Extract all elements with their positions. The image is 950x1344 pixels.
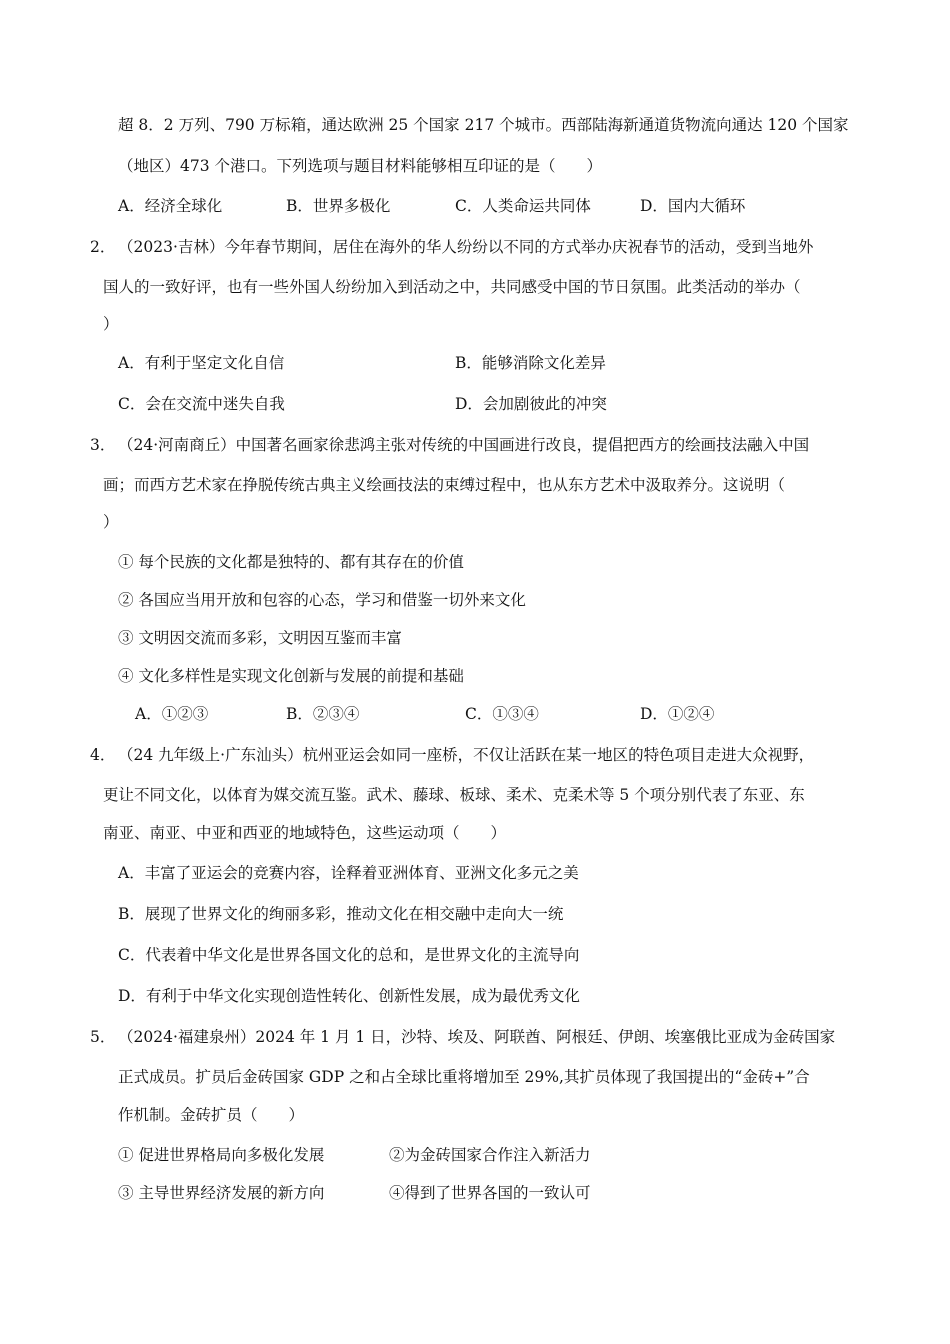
q2-option-d: D．会加剧彼此的冲突 bbox=[455, 395, 607, 413]
q4-line-2: 更让不同文化，以体育为媒交流互鉴。武术、藤球、板球、柔术、克柔术等 5 个项分别代表了东亚、东 bbox=[103, 786, 805, 804]
q2-option-b: B．能够消除文化差异 bbox=[455, 354, 606, 372]
q3-option-a: A．①②③ bbox=[135, 705, 209, 723]
q5-line-3: 作机制。金砖扩员（ ） bbox=[118, 1106, 305, 1124]
q3-statement-3: ③ 文明因交流而多彩，文明因互鉴而丰富 bbox=[118, 629, 402, 647]
q3-statement-1: ① 每个民族的文化都是独特的、都有其存在的价值 bbox=[118, 553, 464, 571]
q3-statement-4: ④ 文化多样性是实现文化创新与发展的前提和基础 bbox=[118, 667, 464, 685]
q2-line-3: ） bbox=[103, 315, 119, 333]
q5-statement-2: ②为金砖国家合作注入新活力 bbox=[389, 1146, 591, 1164]
q4-option-b: B．展现了世界文化的绚丽多彩，推动文化在相交融中走向大一统 bbox=[118, 905, 564, 923]
q1-line-1: 超 8．2 万列、790 万标箱，通达欧洲 25 个国家 217 个城市。西部陆海新通道货物流向通达 120 个国家 bbox=[118, 116, 849, 134]
q1-option-a: A．经济全球化 bbox=[118, 197, 223, 215]
q2-number: 2． bbox=[90, 238, 116, 256]
q3-statement-2: ② 各国应当用开放和包容的心态，学习和借鉴一切外来文化 bbox=[118, 591, 526, 609]
q2-line-2: 国人的一致好评，也有一些外国人纷纷加入到活动之中，共同感受中国的节日氛围。此类活动的举办（ bbox=[103, 278, 801, 296]
q3-number: 3． bbox=[90, 436, 116, 454]
q2-option-c: C．会在交流中迷失自我 bbox=[118, 395, 285, 413]
q5-line-1: （2024·福建泉州）2024 年 1 月 1 日，沙特、埃及、阿联酋、阿根廷、伊朗、埃塞俄比亚成为金砖国家 bbox=[118, 1028, 836, 1046]
q5-statement-1: ① 促进世界格局向多极化发展 bbox=[118, 1146, 325, 1164]
q1-option-c: C．人类命运共同体 bbox=[455, 197, 591, 215]
q3-line-1: （24·河南商丘）中国著名画家徐悲鸿主张对传统的中国画进行改良，提倡把西方的绘画技法融入中国 bbox=[118, 436, 810, 454]
q5-number: 5． bbox=[90, 1028, 116, 1046]
q3-line-3: ） bbox=[103, 513, 119, 531]
q2-option-a: A．有利于坚定文化自信 bbox=[118, 354, 285, 372]
q1-option-b: B．世界多极化 bbox=[286, 197, 391, 215]
q4-option-d: D．有利于中华文化实现创造性转化、创新性发展，成为最优秀文化 bbox=[118, 987, 580, 1005]
q5-line-2: 正式成员。扩员后金砖国家 GDP 之和占全球比重将增加至 29%,其扩员体现了我国提出的“金砖+”合 bbox=[118, 1068, 810, 1086]
q4-option-a: A．丰富了亚运会的竞赛内容，诠释着亚洲体育、亚洲文化多元之美 bbox=[118, 864, 579, 882]
q2-line-1: （2023·吉林）今年春节期间，居住在海外的华人纷纷以不同的方式举办庆祝春节的活动，受到当地外 bbox=[118, 238, 814, 256]
q3-option-b: B．②③④ bbox=[286, 705, 360, 723]
q4-line-1: （24 九年级上·广东汕头）杭州亚运会如同一座桥，不仅让活跃在某一地区的特色项目走进大众视野， bbox=[118, 746, 815, 764]
q4-line-3: 南亚、南亚、中亚和西亚的地域特色，这些运动项（ ） bbox=[103, 824, 507, 842]
q5-statement-3: ③ 主导世界经济发展的新方向 bbox=[118, 1184, 325, 1202]
q4-option-c: C．代表着中华文化是世界各国文化的总和，是世界文化的主流导向 bbox=[118, 946, 580, 964]
q5-statement-4: ④得到了世界各国的一致认可 bbox=[389, 1184, 591, 1202]
q1-line-2: （地区）473 个港口。下列选项与题目材料能够相互印证的是（ ） bbox=[118, 157, 603, 175]
q3-option-d: D．①②④ bbox=[640, 705, 715, 723]
q4-number: 4． bbox=[90, 746, 116, 764]
q1-option-d: D．国内大循环 bbox=[640, 197, 746, 215]
q3-line-2: 画；而西方艺术家在挣脱传统古典主义绘画技法的束缚过程中，也从东方艺术中汲取养分。这说明（ bbox=[103, 476, 786, 494]
q3-option-c: C．①③④ bbox=[465, 705, 539, 723]
